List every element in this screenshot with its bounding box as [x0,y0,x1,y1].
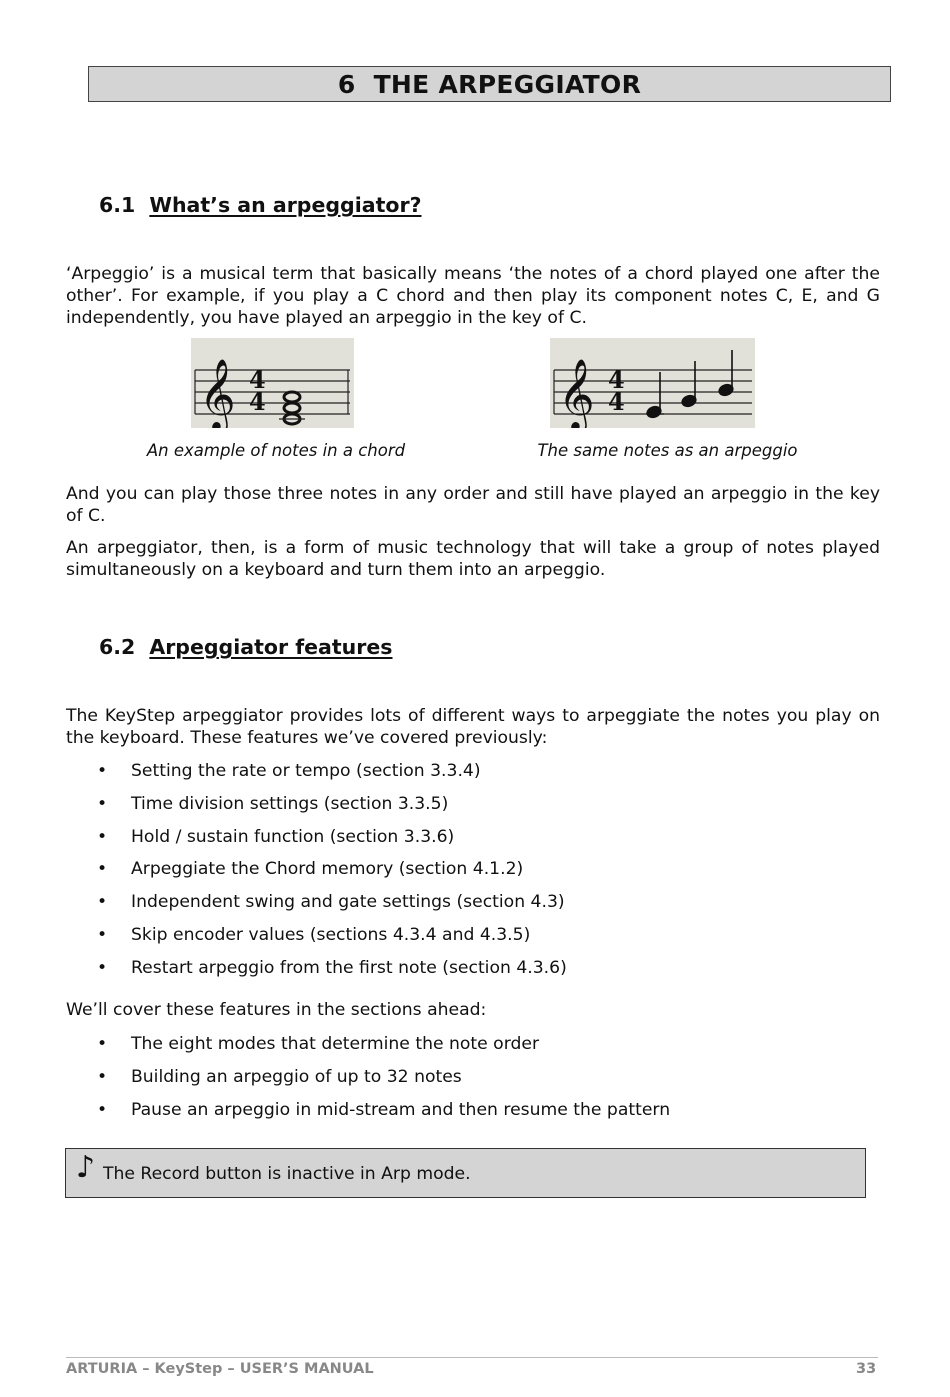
section-heading-6-2 [99,635,393,659]
upcoming-features-list [66,1033,670,1131]
list-item: • Setting the rate or tempo (section 3.3.4) [97,761,481,781]
page-number: 33 [856,1361,877,1377]
svg-text:4: 4 [249,365,266,394]
list-item: • Pause an arpeggio in mid-stream and then resume the pattern [97,1099,671,1120]
section-title: Arpeggiator features [149,635,393,659]
list-item: • The eight modes that determine the note order [97,1034,540,1054]
list-item: • Restart arpeggio from the first note (section 4.3.6) [97,957,567,978]
covered-features-list [66,760,567,990]
list-item: • Building an arpeggio of up to 32 notes [97,1066,462,1087]
chapter-title: THE ARPEGGIATOR [373,69,642,99]
paragraph: An arpeggiator, then, is a form of music technology that will take a group of notes played simultaneously on a keyboard and turn them into an arpeggio. [66,538,880,580]
list-item: • Skip encoder values (sections 4.3.4 and 4.3.5) [97,924,531,945]
chapter-heading [88,66,891,102]
svg-text:4: 4 [249,387,266,416]
section-title: What’s an arpeggiator? [149,193,422,217]
arpeggio-notation-image [550,338,755,428]
section-number: 6.1 [99,193,136,217]
list-item: • Hold / sustain function (section 3.3.6) [97,826,455,847]
paragraph: The KeyStep arpeggiator provides lots of different ways to arpeggiate the notes you play on the keyboard. These features we’ve covered previously: [66,706,880,748]
treble-clef-icon: 𝄞 [558,357,595,428]
svg-text:4: 4 [608,365,625,394]
chapter-number: 6 [337,69,356,99]
paragraph: ‘Arpeggio’ is a musical term that basically means ‘the notes of a chord played one after the other’. For example, if you play a C chord and then play its component notes C, E, and G independently, you have played an arpeggio in the key of C. [66,264,880,328]
figure-caption-left: An example of notes in a chord [146,441,406,460]
staff-arpeggio-svg [550,338,755,428]
list-item: • Independent swing and gate settings (section 4.3) [97,892,565,913]
footer-title: ARTURIA – KeyStep – USER’S MANUAL [66,1361,374,1377]
note-callout [65,1148,866,1198]
list-item: • Time division settings (section 3.3.5) [97,793,449,814]
staff-chord-svg [191,338,354,428]
svg-text:4: 4 [608,387,625,416]
list-item: • Arpeggiate the Chord memory (section 4.1.2) [97,859,524,880]
paragraph: We’ll cover these features in the sections ahead: [66,1000,487,1020]
section-heading-6-1 [99,193,421,217]
chord-notation-image [191,338,354,428]
treble-clef-icon: 𝄞 [199,357,236,428]
eighth-note-icon: ♪ [76,1150,96,1185]
footer-divider [66,1357,878,1358]
section-number: 6.2 [99,635,136,659]
figure-caption-right: The same notes as an arpeggio [537,441,798,460]
paragraph: And you can play those three notes in any order and still have played an arpeggio in the key of C. [66,484,880,526]
note-text: The Record button is inactive in Arp mode. [103,1164,471,1184]
